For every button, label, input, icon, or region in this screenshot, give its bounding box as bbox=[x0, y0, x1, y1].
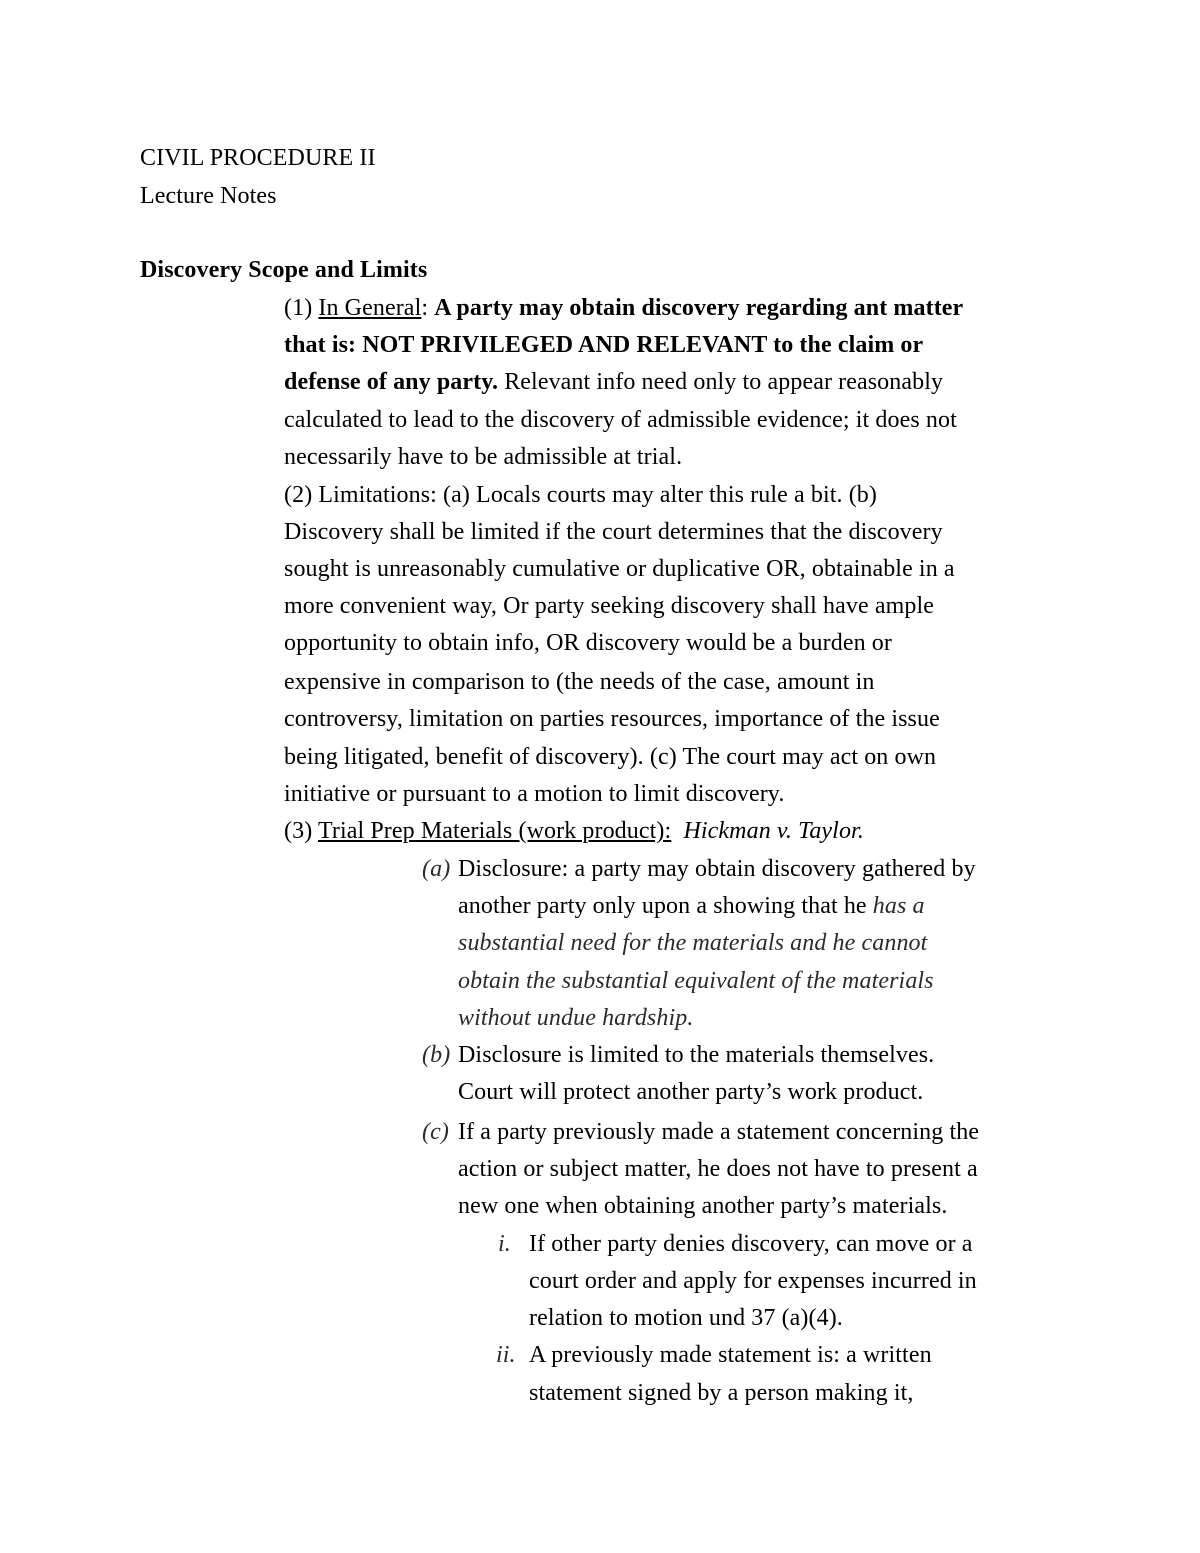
item2-line3: sought is unreasonably cumulative or duplicative OR, obtainable in a bbox=[284, 556, 955, 582]
item3b-line2: Court will protect another party’s work product. bbox=[458, 1079, 924, 1105]
item2-line1 bbox=[284, 480, 877, 510]
item2-line7: controversy, limitation on parties resources, importance of the issue bbox=[284, 706, 940, 732]
item2-line5: opportunity to obtain info, OR discovery would be a burden or bbox=[284, 630, 892, 656]
item3c-ii-line1: A previously made statement is: a written bbox=[529, 1342, 932, 1368]
item2-line2: Discovery shall be limited if the court determines that the discovery bbox=[284, 519, 943, 545]
document-subtitle: Lecture Notes bbox=[140, 183, 277, 209]
item1-line4: calculated to lead to the discovery of admissible evidence; it does not bbox=[284, 407, 957, 433]
item3c-marker: (c) bbox=[422, 1119, 449, 1145]
item3c-i-line3: relation to motion und 37 (a)(4). bbox=[529, 1305, 843, 1331]
item3a-line4: obtain the substantial equivalent of the materials bbox=[458, 968, 934, 994]
item2-label: Limitations: bbox=[318, 482, 437, 508]
item3c-i-line1: If other party denies discovery, can move or a bbox=[529, 1231, 973, 1257]
item1-line5: necessarily have to be admissible at trial. bbox=[284, 444, 683, 470]
item3a-line2 bbox=[458, 891, 925, 921]
item1-label: In General bbox=[318, 295, 422, 321]
item3b-marker: (b) bbox=[422, 1042, 451, 1068]
item1-line1 bbox=[284, 293, 963, 323]
item3-case-name: Hickman v. Taylor. bbox=[683, 818, 864, 844]
item3a-line2-text: another party only upon a showing that he bbox=[458, 893, 873, 919]
item1-bold-text: A party may obtain discovery regarding ant matter bbox=[434, 295, 964, 321]
item1-number: (1) bbox=[284, 295, 319, 321]
item3a-marker: (a) bbox=[422, 856, 451, 882]
item3c-ii-line2: statement signed by a person making it, bbox=[529, 1380, 914, 1406]
item3a-line1: Disclosure: a party may obtain discovery gathered by bbox=[458, 856, 976, 882]
item1-colon: : bbox=[421, 295, 435, 321]
item3c-i-line2: court order and apply for expenses incurred in bbox=[529, 1268, 977, 1294]
item1-bold-end: defense of any party. bbox=[284, 369, 499, 395]
item2-line6: expensive in comparison to (the needs of the case, amount in bbox=[284, 669, 875, 695]
item3-line1 bbox=[284, 816, 864, 846]
item2-line1-rest: (a) Locals courts may alter this rule a bit. (b) bbox=[436, 482, 877, 508]
course-title: CIVIL PROCEDURE II bbox=[140, 145, 376, 171]
item3c-line1: If a party previously made a statement concerning the bbox=[458, 1119, 980, 1145]
item2-line8: being litigated, benefit of discovery). (c) The court may act on own bbox=[284, 744, 937, 770]
item2-line9: initiative or pursuant to a motion to limit discovery. bbox=[284, 781, 785, 807]
item3-label: Trial Prep Materials (work product): bbox=[317, 818, 672, 844]
item3c-i-marker: i. bbox=[498, 1231, 511, 1257]
item3c-ii-marker: ii. bbox=[496, 1342, 516, 1368]
item3c-line3: new one when obtaining another party’s materials. bbox=[458, 1193, 948, 1219]
item2-line4: more convenient way, Or party seeking discovery shall have ample bbox=[284, 593, 934, 619]
item1-line2: that is: NOT PRIVILEGED AND RELEVANT to the claim or bbox=[284, 332, 924, 358]
item3b-line1: Disclosure is limited to the materials themselves. bbox=[458, 1042, 935, 1068]
item3a-line5: without undue hardship. bbox=[458, 1005, 694, 1031]
item1-line3-rest: Relevant info need only to appear reasonably bbox=[498, 369, 944, 395]
item1-line3 bbox=[284, 367, 943, 397]
item2-number: (2) bbox=[284, 482, 319, 508]
item3-number: (3) bbox=[284, 818, 318, 844]
item3a-line2-italic: has a bbox=[872, 893, 925, 919]
item3a-line3: substantial need for the materials and he cannot bbox=[458, 930, 928, 956]
section-heading: Discovery Scope and Limits bbox=[140, 257, 428, 283]
item3c-line2: action or subject matter, he does not have to present a bbox=[458, 1156, 978, 1182]
